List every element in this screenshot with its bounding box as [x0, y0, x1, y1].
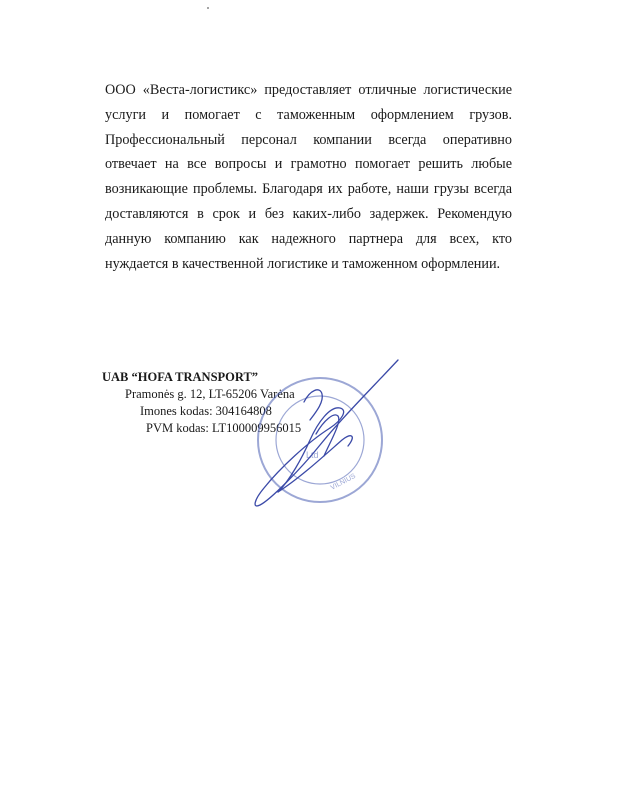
letter-body: ООО «Веста-логистикс» предоставляет отличные логистические услуги и помогает с таможенным оформлением грузов. Профессиональный персонал компании всегда оперативно отвечает на все вопросы и грамотно помогает решить любые возникающие проблемы. Благодаря их работе, наши грузы всегда доставляются в срок и без каких-либо задержек. Рекомендую данную компанию как надежного партнера для всех, кто нуждается в качественной логистике и таможенном оформлении.	[105, 82, 512, 272]
sender-address: Pramonės g. 12, LT-65206 Varėna	[125, 387, 295, 401]
stamp-text-city: VILNIUS	[329, 472, 357, 492]
sender-block	[102, 369, 301, 437]
sender-company-name: UAB “HOFA TRANSPORT”	[102, 370, 259, 384]
sender-company-code: Imones kodas: 304164808	[140, 404, 272, 418]
scan-speck	[207, 7, 209, 9]
sender-vat-code: PVM kodas: LT100009956015	[146, 421, 302, 435]
stamp-text-ltd: Ltd	[306, 450, 319, 460]
